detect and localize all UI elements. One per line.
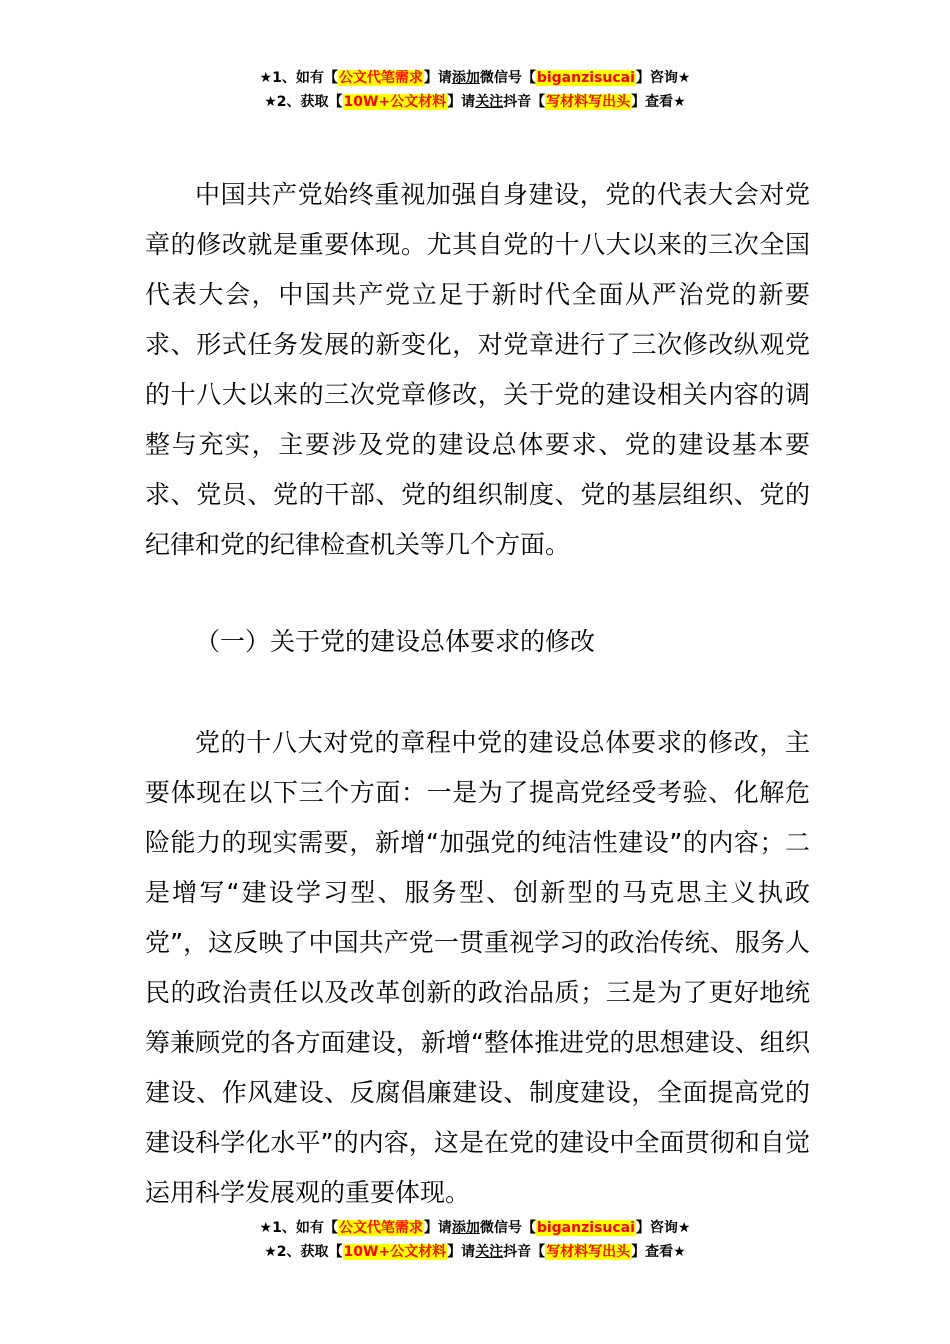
banner-text: 】查看★: [631, 1244, 686, 1260]
banner-line-2: [0, 90, 950, 114]
section-heading-1: （一）关于党的建设总体要求的修改: [195, 627, 596, 656]
banner-line-1: [0, 1216, 950, 1240]
banner-text: 抖音【: [503, 94, 546, 110]
paragraph-1-block: [145, 170, 810, 570]
banner-text: 】咨询★: [635, 1220, 691, 1236]
banner-line-1: [0, 66, 950, 90]
banner-text: 】请: [423, 70, 452, 86]
underlined-text: 添加: [451, 70, 480, 86]
highlight-service: 公文代笔需求: [338, 1220, 423, 1236]
banner-text: 抖音【: [503, 1244, 546, 1260]
banner-text: 】咨询★: [635, 70, 691, 86]
underlined-text: 添加: [451, 1220, 480, 1236]
paragraph-2: 党的十八大对党的章程中党的建设总体要求的修改，主要体现在以下三个方面：一是为了提高党经受考验、化解危险能力的现实需要，新增“加强党的纯洁性建设”的内容；二是增写“建设学习型、服务型、创新型的马克思主义执政党”，这反映了中国共产党一贯重视学习的政治传统、服务人民的政治责任以及改革创新的政治品质；三是为了更好地统筹兼顾党的各方面建设，新增“整体推进党的思想建设、组织建设、作风建设、反腐倡廉建设、制度建设，全面提高党的建设科学化水平”的内容，这是在党的建设中全面贯彻和自觉运用科学发展观的重要体现。: [145, 728, 810, 1207]
banner-text: ★1、如有【: [259, 70, 338, 86]
highlight-douyin-account: 写材料写出头: [546, 94, 631, 110]
highlight-wechat-id: biganzisucai: [536, 1220, 635, 1236]
banner-line-2: [0, 1240, 950, 1264]
banner-text: ★2、获取【: [264, 94, 343, 110]
highlight-materials: 10W+公文材料: [343, 1244, 447, 1260]
footer-banner: [0, 1216, 950, 1264]
banner-text: 】查看★: [631, 94, 686, 110]
paragraph-1: 中国共产党始终重视加强自身建设，党的代表大会对党章的修改就是重要体现。尤其自党的十八大以来的三次全国代表大会，中国共产党立足于新时代全面从严治党的新要求、形式任务发展的新变化，对党章进行了三次修改纵观党的十八大以来的三次党章修改，关于党的建设相关内容的调整与充实，主要涉及党的建设总体要求、党的建设基本要求、党员、党的干部、党的组织制度、党的基层组织、党的纪律和党的纪律检查机关等几个方面。: [145, 180, 810, 559]
paragraph-2-block: [145, 718, 810, 1218]
highlight-service: 公文代笔需求: [338, 70, 423, 86]
banner-text: 微信号【: [479, 1220, 536, 1236]
banner-text: ★1、如有【: [259, 1220, 338, 1236]
banner-text: 】请: [423, 1220, 452, 1236]
banner-text: 】请: [447, 94, 476, 110]
banner-text: 】请: [447, 1244, 476, 1260]
underlined-text: 关注: [475, 1244, 504, 1260]
highlight-wechat-id: biganzisucai: [536, 70, 635, 86]
banner-text: 微信号【: [479, 70, 536, 86]
highlight-douyin-account: 写材料写出头: [546, 1244, 631, 1260]
underlined-text: 关注: [475, 94, 504, 110]
highlight-materials: 10W+公文材料: [343, 94, 447, 110]
banner-text: ★2、获取【: [264, 1244, 343, 1260]
header-banner: [0, 66, 950, 114]
